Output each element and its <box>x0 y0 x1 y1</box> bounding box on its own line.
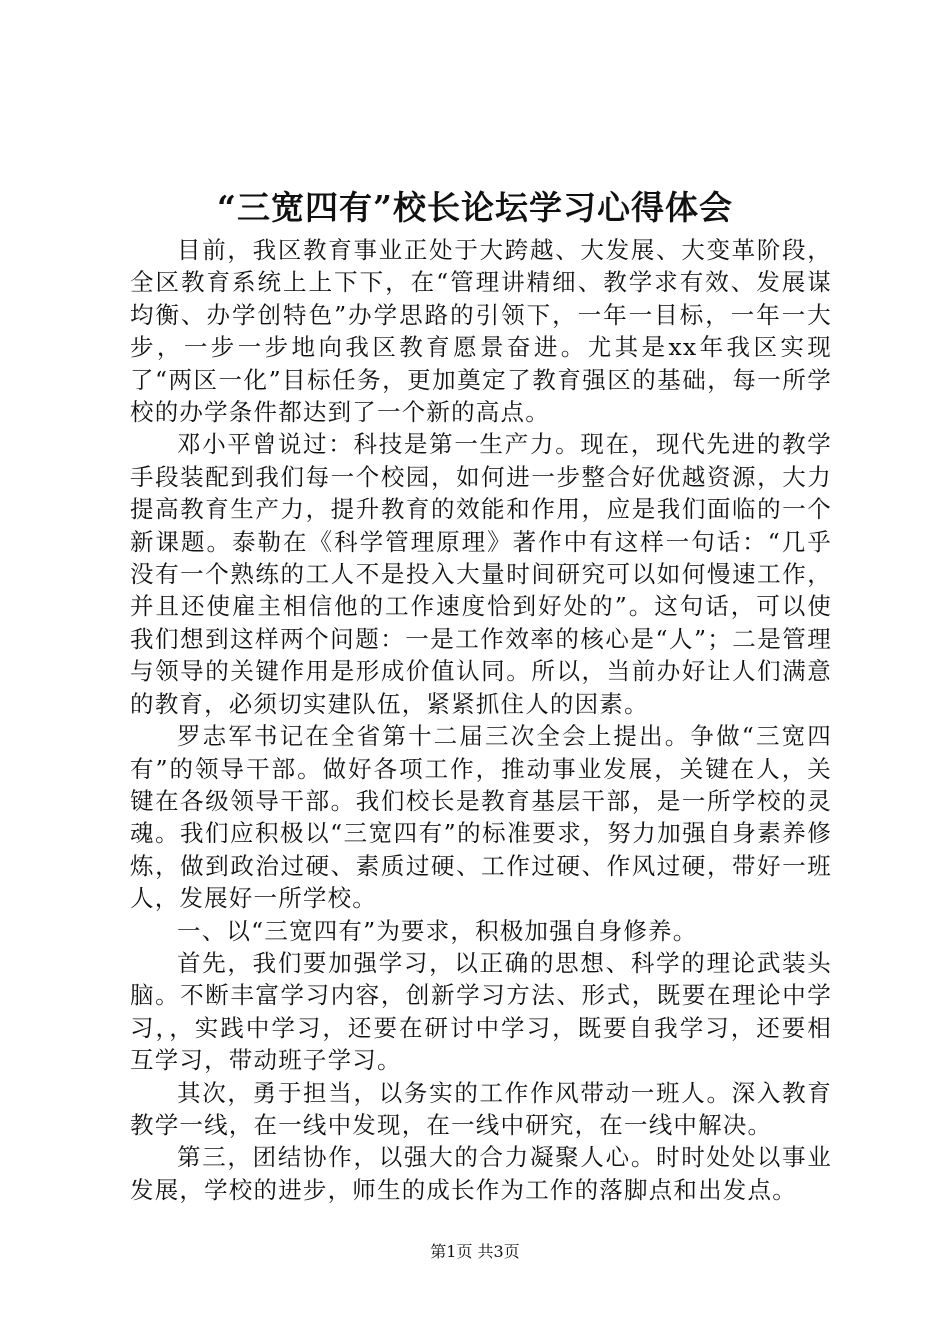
document-title: “三宽四有”校长论坛学习心得体会 <box>217 188 733 227</box>
page-number-footer: 第1页 共3页 <box>430 1242 520 1261</box>
section-heading: 一、以“三宽四有”为要求，积极加强自身修养。 <box>177 916 698 945</box>
paragraph: 邓小平曾说过：科技是第一生产力。现在，现代先进的教学手段装配到我们每一个校园，如何进一步整合好优越资源，大力提高教育生产力，提升教育的效能和作用，应是我们面临的一个新课题。泰勒在《科学管理原理》著作中有这样一句话：“几乎没有一个熟练的工人不是投入大量时间研究可以如何慢速工作，并且还使雇主相信他的工作速度恰到好处的”。这句话，可以使我们想到这样两个问题：一是工作效率的核心是“人”；二是管理与领导的关键作用是形成价值认同。所以，当前办好让人们满意的教育，必须切实建队伍，紧紧抓住人的因素。 <box>130 430 832 718</box>
paragraph: 首先，我们要加强学习，以正确的思想、科学的理论武装头脑。不断丰富学习内容，创新学习方法、形式，既要在理论中学习，，实践中学习，还要在研讨中学习，既要自我学习，还要相互学习，带动班子学习。 <box>130 948 832 1075</box>
paragraph: 目前，我区教育事业正处于大跨越、大发展、大变革阶段，全区教育系统上上下下，在“管理讲精细、教学求有效、发展谋均衡、办学创特色”办学思路的引领下，一年一目标，一年一大步，一步一步地向我区教育愿景奋进。尤其是xx年我区实现了“两区一化”目标任务，更加奠定了教育强区的基础，每一所学校的办学条件都达到了一个新的高点。 <box>130 236 832 427</box>
document-body <box>130 234 832 1206</box>
paragraph: 罗志军书记在全省第十二届三次全会上提出。争做“三宽四有”的领导干部。做好各项工作，推动事业发展，关键在人，关键在各级领导干部。我们校长是教育基层干部，是一所学校的灵魂。我们应积极以“三宽四有”的标准要求，努力加强自身素养修炼，做到政治过硬、素质过硬、工作过硬、作风过硬，带好一班人，发展好一所学校。 <box>130 722 832 913</box>
paragraph: 第三，团结协作，以强大的合力凝聚人心。时时处处以事业发展，学校的进步，师生的成长作为工作的落脚点和出发点。 <box>130 1143 832 1204</box>
paragraph: 其次，勇于担当，以务实的工作作风带动一班人。深入教育教学一线，在一线中发现，在一线中研究，在一线中解决。 <box>130 1078 832 1139</box>
